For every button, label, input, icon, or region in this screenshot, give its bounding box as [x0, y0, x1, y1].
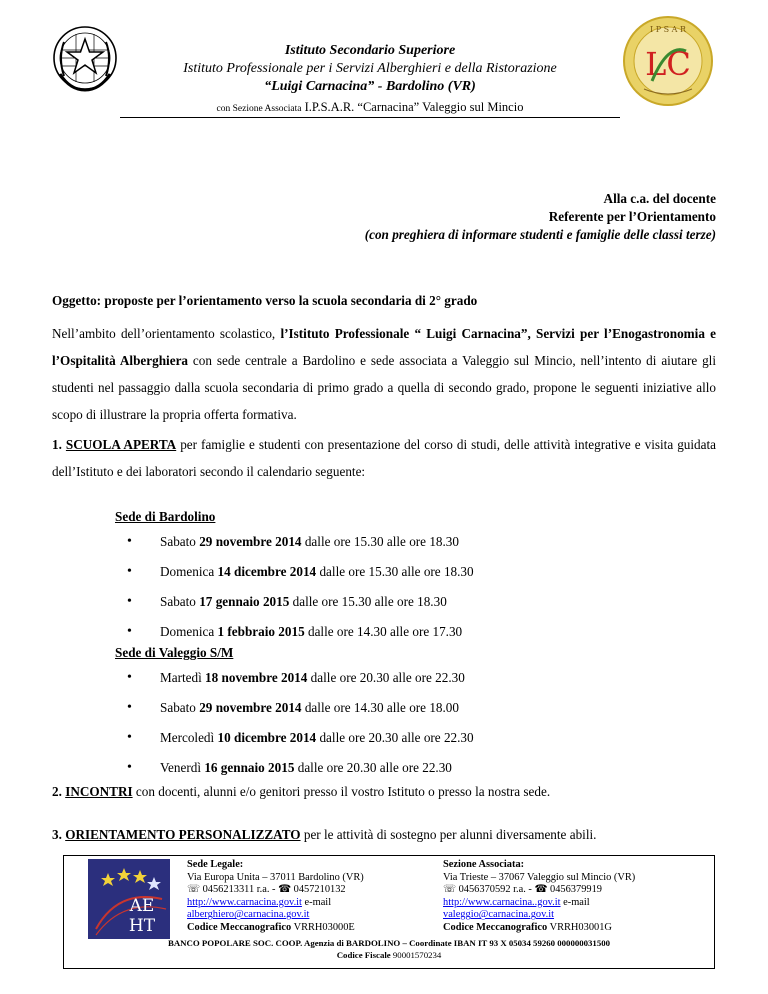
school-name-line1: Istituto Secondario Superiore: [284, 43, 456, 58]
legal-code: VRRH03000E: [291, 921, 355, 933]
valeggio-schedule-list: [115, 668, 675, 788]
republic-emblem-logo: [50, 20, 120, 96]
ipsar-lc-logo: [622, 15, 714, 107]
schedule-item: • Mercoledì 10 dicembre 2014 dalle ore 20.30 alle ore 22.30: [115, 728, 675, 758]
legal-phone: ☏ 0456213311 r.a. - ☎ 0457210132: [187, 884, 346, 896]
assoc-code-label: Codice Meccanografico: [443, 921, 548, 933]
schedule-item: • Domenica 14 dicembre 2014 dalle ore 15.30 alle ore 18.30: [115, 562, 675, 592]
fiscal-code-label: Codice Fiscale: [336, 950, 391, 960]
schedule-item: • Sabato 29 novembre 2014 dalle ore 15.30 alle ore 18.30: [115, 532, 675, 562]
legal-website-link[interactable]: http://www.carnacina.gov.it: [187, 896, 302, 908]
bank-line: BANCO POPOLARE SOC. COOP. Agenzia di BARDOLINO – Coordinate IBAN IT 93 X 05034 59260 000000031500: [167, 938, 611, 948]
associated-section-line: [120, 98, 620, 118]
footer-legal-seat: [187, 859, 437, 935]
legal-email-label: e-mail: [301, 896, 332, 908]
valeggio-heading: Sede di Valeggio S/M: [115, 645, 234, 660]
fiscal-code-line: [64, 950, 714, 961]
footer-box: [63, 855, 715, 969]
logo-initials: LC: [645, 45, 691, 83]
fiscal-code: 90001570234: [390, 950, 442, 960]
associated-name: I.P.S.A.R. “Carnacina” Valeggio sul Mincio: [304, 100, 524, 114]
section2-text: con docenti, alunni e/o genitori presso il vostro Istituto o presso la nostra sede.: [132, 784, 551, 799]
legal-code-label: Codice Meccanografico: [187, 921, 292, 933]
school-name-line3: “Luigi Carnacina” - Bardolino (VR): [264, 79, 476, 94]
header-divider: [120, 117, 620, 118]
section3-paragraph: [52, 826, 716, 844]
assoc-phone: ☏ 0456370592 r.a. - ☎ 0456379919: [443, 884, 602, 896]
svg-text:HT: HT: [128, 916, 156, 936]
assoc-website-link[interactable]: http://www.carnacina..gov.it: [443, 896, 561, 908]
addressee-block: [240, 190, 716, 244]
section1-paragraph: [52, 431, 716, 485]
intro-part3: con sede centrale a Bardolino e sede associata a Valeggio sul Mincio, nell’intento di aiutare gli studenti nel passaggio dalla scuola secondaria di primo grado a quella di secondo grado, propone le seguenti iniziative allo scopo di illustrare la propria offerta formativa.: [52, 353, 717, 422]
intro-school-name: l’Istituto Professionale “ Luigi Carnacina”, Servizi per l’Enogastronomia e l’Ospitalità Alberghiera: [52, 326, 716, 368]
section3-text: per le attività di sostegno per alunni diversamente abili.: [300, 827, 597, 842]
section2-title: INCONTRI: [65, 784, 133, 799]
svg-text:AE: AE: [129, 896, 155, 916]
intro-part1: Nell’ambito dell’orientamento scolastico,: [52, 326, 281, 341]
section1-title: SCUOLA APERTA: [65, 437, 177, 452]
footer-associated-seat: [443, 859, 711, 935]
school-name-line2: Istituto Professionale per i Servizi Alberghieri e della Ristorazione: [183, 61, 557, 76]
legal-email-link[interactable]: alberghiero@carnacina.gov.it: [187, 909, 310, 921]
section1-text: per famiglie e studenti con presentazione del corso di studi, delle attività integrative e visita guidata dell’Istituto e dei laboratori secondo il calendario seguente:: [52, 437, 717, 479]
bardolino-schedule-list: [115, 532, 675, 652]
schedule-item: • Domenica 1 febbraio 2015 dalle ore 14.30 alle ore 17.30: [115, 622, 675, 652]
section2-paragraph: [52, 783, 716, 801]
assoc-email-link[interactable]: valeggio@carnacina.gov.it: [443, 909, 555, 921]
schedule-item: • Sabato 17 gennaio 2015 dalle ore 15.30 alle ore 18.30: [115, 592, 675, 622]
addressee-line3: (con preghiera di informare studenti e famiglie delle classi terze): [364, 227, 716, 242]
section3-title: ORIENTAMENTO PERSONALIZZATO: [65, 827, 301, 842]
schedule-item: • Martedì 18 novembre 2014 dalle ore 20.30 alle ore 22.30: [115, 668, 675, 698]
addressee-line2: Referente per l’Orientamento: [548, 209, 716, 224]
legal-title: Sede Legale:: [187, 859, 244, 870]
assoc-code: VRRH03001G: [547, 921, 612, 933]
schedule-item: • Venerdì 16 gennaio 2015 dalle ore 20.30 alle ore 22.30: [115, 758, 675, 788]
section3-number: 3.: [52, 827, 66, 842]
bardolino-heading: Sede di Bardolino: [115, 509, 216, 524]
legal-address: Via Europa Unita – 37011 Bardolino (VR): [187, 871, 364, 883]
section2-number: 2.: [52, 784, 66, 799]
subject-line: Oggetto: proposte per l’orientamento verso la scuola secondaria di 2° grado: [52, 293, 478, 308]
svg-text:I P S A R: I P S A R: [650, 25, 686, 34]
section1-number: 1.: [52, 437, 66, 452]
intro-paragraph: [52, 320, 716, 428]
assoc-address: Via Trieste – 37067 Valeggio sul Mincio (VR): [443, 871, 636, 883]
aeht-logo: [88, 859, 170, 939]
schedule-item: • Sabato 29 novembre 2014 dalle ore 14.30 alle ore 18.00: [115, 698, 675, 728]
assoc-title: Sezione Associata:: [443, 859, 525, 870]
assoc-email-label: e-mail: [560, 896, 590, 908]
addressee-line1: Alla c.a. del docente: [603, 191, 716, 206]
associated-prefix: con Sezione Associata: [216, 104, 302, 114]
